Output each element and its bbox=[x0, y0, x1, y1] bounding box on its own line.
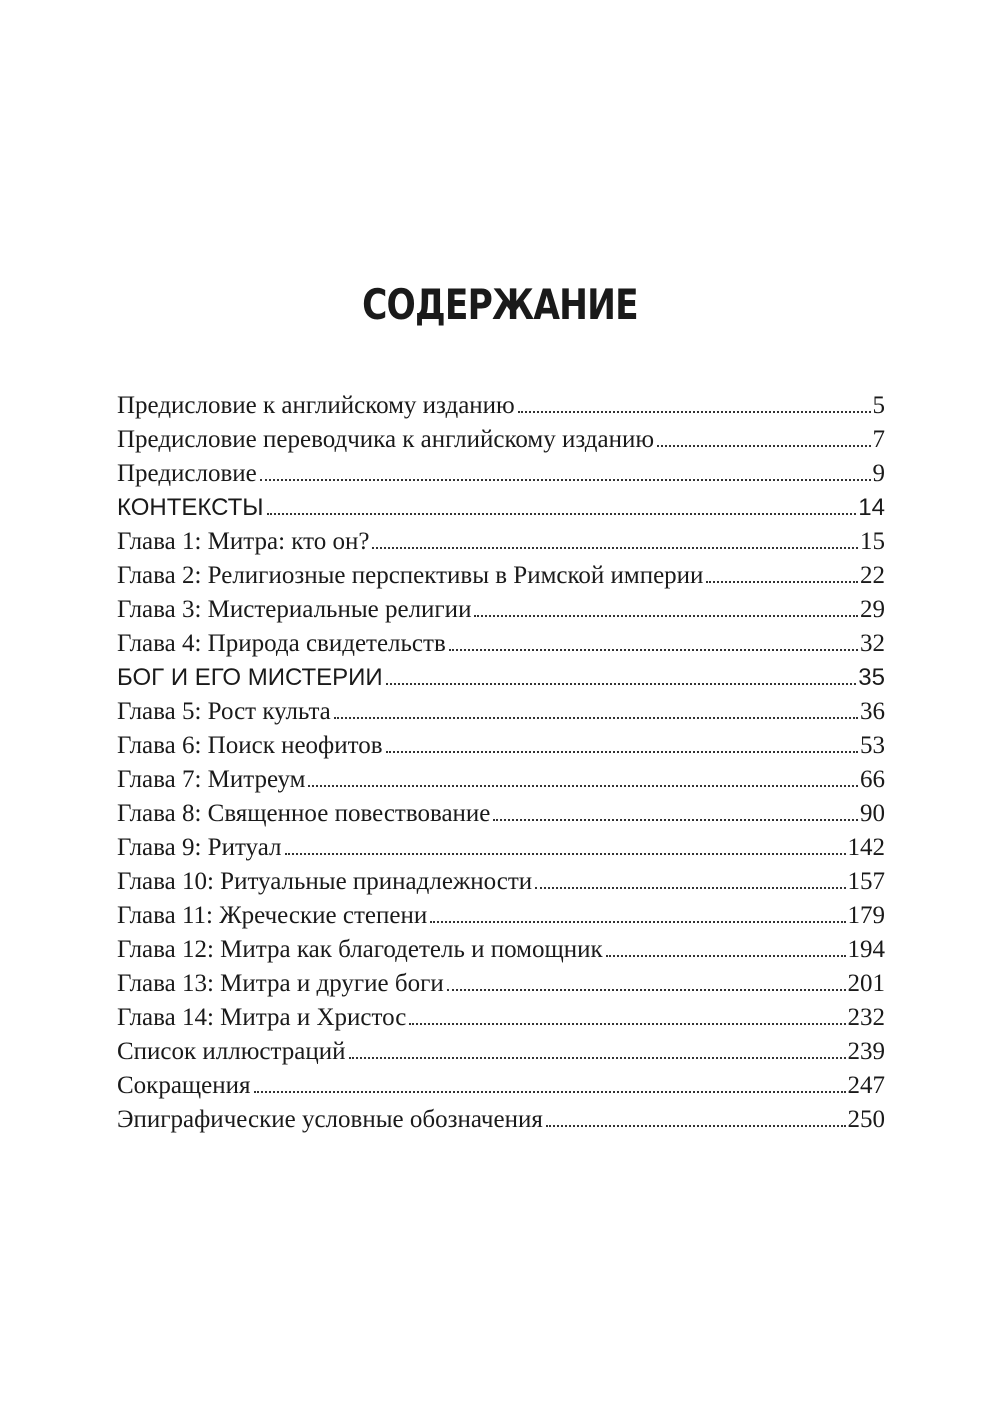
toc-entry bbox=[117, 389, 885, 423]
toc-entry bbox=[117, 695, 885, 729]
toc-entry-page: 32 bbox=[860, 630, 885, 657]
toc-entry bbox=[117, 831, 885, 865]
dot-leader bbox=[254, 1091, 846, 1093]
dot-leader bbox=[386, 751, 858, 753]
toc-entry-page: 15 bbox=[860, 528, 885, 555]
toc-entry-page: 14 bbox=[858, 494, 885, 521]
toc-entry bbox=[117, 1103, 885, 1137]
toc-entry-label: Предисловие к английскому изданию bbox=[117, 392, 515, 419]
dot-leader bbox=[349, 1057, 846, 1059]
toc-entry bbox=[117, 899, 885, 933]
toc-entry-label: Глава 4: Природа свидетельств bbox=[117, 630, 446, 657]
toc-entry-label: Глава 6: Поиск неофитов bbox=[117, 732, 383, 759]
dot-leader bbox=[474, 615, 858, 617]
toc-entry-label: Глава 8: Священное повествование bbox=[117, 800, 491, 827]
toc-entry bbox=[117, 865, 885, 899]
toc-section-label: БОГ И ЕГО МИСТЕРИИ bbox=[117, 664, 383, 691]
toc-entry-label: Эпиграфические условные обозначения bbox=[117, 1106, 543, 1133]
toc-entry-label: Глава 14: Митра и Христос bbox=[117, 1004, 407, 1031]
toc-entry-label: Глава 10: Ритуальные принадлежности bbox=[117, 868, 533, 895]
toc-entry-label: Глава 2: Религиозные перспективы в Римской империи bbox=[117, 562, 704, 589]
toc-entry-page: 250 bbox=[847, 1106, 885, 1133]
dot-leader bbox=[535, 887, 845, 889]
toc-entry-label: Глава 7: Митреум bbox=[117, 766, 306, 793]
toc-entry-page: 232 bbox=[847, 1004, 885, 1031]
toc-entry-page: 29 bbox=[860, 596, 885, 623]
toc-entry bbox=[117, 1035, 885, 1069]
toc-entry-label: Сокращения bbox=[117, 1072, 251, 1099]
toc-entry-page: 90 bbox=[860, 800, 885, 827]
toc-entry bbox=[117, 763, 885, 797]
toc-entry bbox=[117, 967, 885, 1001]
toc-entry-page: 53 bbox=[860, 732, 885, 759]
toc-entry-page: 239 bbox=[847, 1038, 885, 1065]
toc-entry bbox=[117, 525, 885, 559]
toc-entry bbox=[117, 1001, 885, 1035]
dot-leader bbox=[409, 1023, 845, 1025]
dot-leader bbox=[706, 581, 858, 583]
dot-leader bbox=[285, 853, 846, 855]
toc-section bbox=[117, 491, 885, 525]
toc-entry-label: Глава 11: Жреческие степени bbox=[117, 902, 428, 929]
dot-leader bbox=[334, 717, 858, 719]
toc-entry bbox=[117, 593, 885, 627]
toc-entry-label: Предисловие bbox=[117, 460, 257, 487]
toc-entry-label: Глава 3: Мистериальные религии bbox=[117, 596, 472, 623]
toc-entry-label: Глава 12: Митра как благодетель и помощник bbox=[117, 936, 603, 963]
toc-entry bbox=[117, 627, 885, 661]
dot-leader bbox=[430, 921, 845, 923]
dot-leader bbox=[657, 445, 871, 447]
toc-entry-label: Глава 5: Рост культа bbox=[117, 698, 331, 725]
toc-entry-page: 7 bbox=[872, 426, 885, 453]
dot-leader bbox=[449, 649, 858, 651]
dot-leader bbox=[267, 513, 857, 515]
toc-entry-page: 35 bbox=[858, 664, 885, 691]
toc-section bbox=[117, 661, 885, 695]
toc-entry-page: 22 bbox=[860, 562, 885, 589]
toc-entry-label: Глава 13: Митра и другие боги bbox=[117, 970, 444, 997]
dot-leader bbox=[260, 479, 871, 481]
toc-entry-page: 179 bbox=[847, 902, 885, 929]
toc-entry-label: Предисловие переводчика к английскому изданию bbox=[117, 426, 654, 453]
toc-entry bbox=[117, 423, 885, 457]
toc-entry bbox=[117, 729, 885, 763]
dot-leader bbox=[606, 955, 846, 957]
dot-leader bbox=[493, 819, 858, 821]
toc-entry bbox=[117, 559, 885, 593]
toc-entry-page: 142 bbox=[847, 834, 885, 861]
toc-entry bbox=[117, 797, 885, 831]
toc-entry-page: 194 bbox=[847, 936, 885, 963]
dot-leader bbox=[546, 1125, 846, 1127]
toc-entry-label: Глава 1: Митра: кто он? bbox=[117, 528, 370, 555]
toc-entry bbox=[117, 1069, 885, 1103]
table-of-contents bbox=[117, 389, 885, 1137]
toc-entry-page: 247 bbox=[847, 1072, 885, 1099]
dot-leader bbox=[447, 989, 846, 991]
dot-leader bbox=[386, 683, 857, 685]
toc-entry-page: 201 bbox=[847, 970, 885, 997]
toc-entry-page: 9 bbox=[872, 460, 885, 487]
toc-entry bbox=[117, 933, 885, 967]
toc-entry-page: 36 bbox=[860, 698, 885, 725]
toc-entry-label: Глава 9: Ритуал bbox=[117, 834, 282, 861]
dot-leader bbox=[308, 785, 858, 787]
toc-section-label: КОНТЕКСТЫ bbox=[117, 494, 264, 521]
toc-entry bbox=[117, 457, 885, 491]
toc-entry-page: 66 bbox=[860, 766, 885, 793]
dot-leader bbox=[372, 547, 858, 549]
dot-leader bbox=[518, 411, 871, 413]
toc-entry-label: Список иллюстраций bbox=[117, 1038, 346, 1065]
toc-entry-page: 157 bbox=[847, 868, 885, 895]
page-title: СОДЕРЖАНИЕ bbox=[362, 280, 638, 329]
toc-entry-page: 5 bbox=[872, 392, 885, 419]
